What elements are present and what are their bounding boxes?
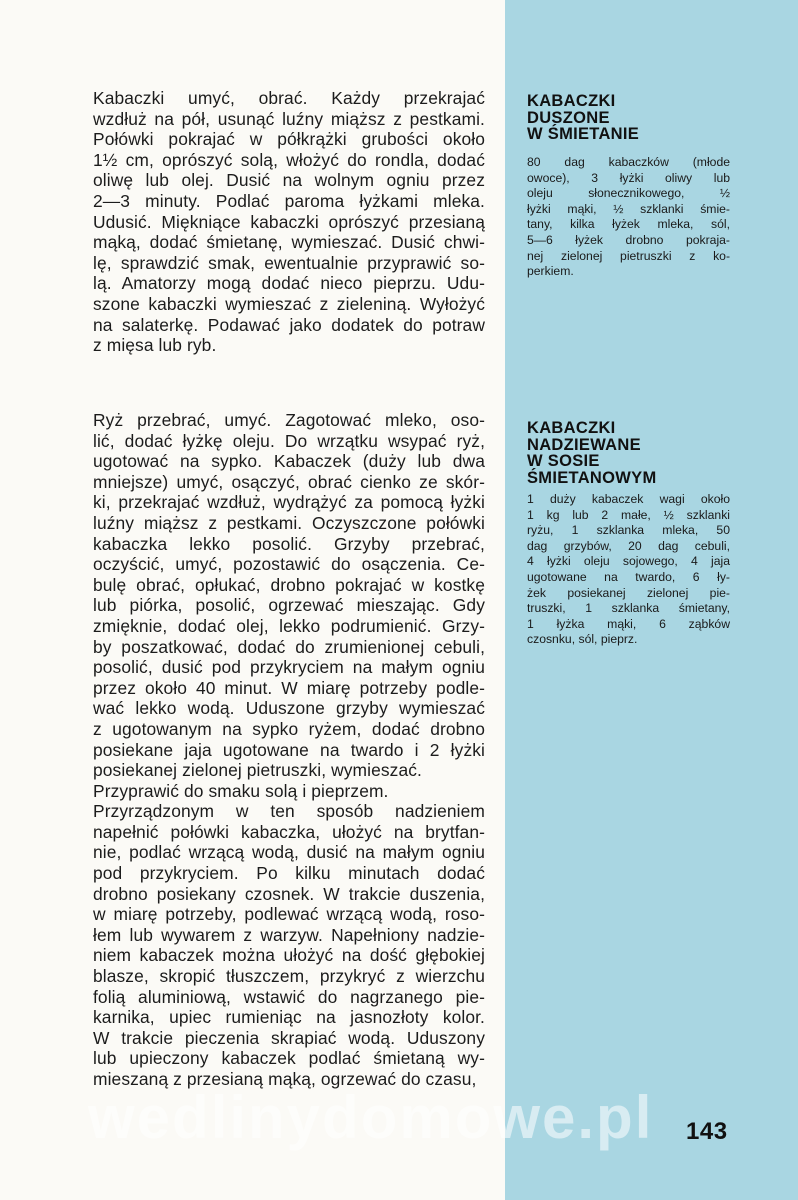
method-line: wać lekko wodą. Uduszone grzyby wymieszać [93,698,485,719]
recipe2-method [93,410,485,1090]
method-line: 2—3 minuty. Podlać paroma łyżkami mleka. [93,190,485,211]
title-line: DUSZONE [527,108,610,127]
recipe2-ingredients [527,492,730,648]
ingredient-line: 1 łyżka mąki, 6 ząbków [527,616,730,631]
method-line: Połówki pokrajać w półkrążki grubości około [93,129,485,150]
ingredient-line: nej zielonej pietruszki z ko- [527,248,730,263]
ingredient-line: perkiem. [527,264,574,279]
ingredient-line: oleju słonecznikowego, ½ [527,186,730,201]
method-line: drobno posiekany czosnek. W trakcie duszenia, [93,883,485,904]
method-line: karnika, upiec rumieniąc na jasnozłoty kolor. [93,1007,485,1028]
method-line: Ryż przebrać, umyć. Zagotować mleko, oso- [93,410,485,430]
method-line: lić, dodać łyżkę oleju. Do wrzątku wsypać ryż, [93,430,485,451]
ingredient-line: 1 duży kabaczek wagi około [527,492,730,506]
ingredient-line: 4 łyżki oleju sojowego, 4 jaja [527,554,730,569]
method-line: posolić, dusić pod przykryciem na małym ogniu [93,657,485,678]
method-line: luźny miąższ z pestkami. Oczyszczone połówki [93,512,485,533]
method-line: mniejsze) umyć, osączyć, obrać cienko ze skór- [93,471,485,492]
method-line: 1½ cm, oprószyć solą, włożyć do rondla, dodać [93,149,485,170]
recipe1-title [527,93,639,143]
method-line: lub piórka, posolić, ogrzewać mieszając. Gdy [93,595,485,616]
method-line: Przyprawić do smaku solą i pieprzem. [93,780,389,801]
method-line: w miarę potrzeby, podlewać wrzącą wodą, roso- [93,904,485,925]
recipe1-ingredients [527,155,730,280]
method-line: mąką, dodać śmietanę, wymieszać. Dusić chwi- [93,232,485,253]
ingredient-line: żek posiekanej zielonej pie- [527,585,730,600]
method-line: lę, sprawdzić smak, ewentualnie przyprawić so- [93,252,485,273]
method-line: napełnić połówki kabaczka, ułożyć na brytfan- [93,821,485,842]
page-number: 143 [686,1118,728,1145]
method-line: lą. Amatorzy mogą dodać nieco pieprzu. Udu- [93,273,485,294]
method-line: przez około 40 minut. W miarę potrzeby podle- [93,677,485,698]
title-line: KABACZKI [527,92,616,110]
title-line: W ŚMIETANIE [527,125,640,143]
ingredient-line: ugotowane na twardo, 6 ły- [527,569,730,584]
method-line: ugotować na sypko. Kabaczek (duży lub dwa [93,451,485,472]
recipe1-method [93,88,485,356]
title-line: NADZIEWANE [527,435,641,454]
method-line: mieszaną z przesianą mąką, ogrzewać do czasu, [93,1069,477,1089]
method-line: blasze, skropić tłuszczem, przykryć z wierzchu [93,966,485,987]
ingredient-line: 80 dag kabaczków (młode [527,155,730,169]
method-line: wzdłuż na pół, usunąć luźny miąższ z pestkami. [93,108,485,129]
method-line: by poszatkować, dodać do zrumienionej cebuli, [93,636,485,657]
ingredient-line: łyżki mąki, ½ szklanki śmie- [527,201,730,216]
ingredient-line: ryżu, 1 szklanka mleka, 50 [527,523,730,538]
method-line: niem kabaczek można ułożyć na dość głębokiej [93,945,485,966]
method-line: lub upieczony kabaczek podlać śmietaną wy- [93,1048,485,1069]
method-line: Kabaczki umyć, obrać. Każdy przekrajać [93,88,485,108]
ingredient-line: 1 kg lub 2 małe, ½ szklanki [527,507,730,522]
title-line: W SOSIE [527,452,600,470]
method-line: oliwę lub olej. Dusić na wolnym ogniu przez [93,170,485,191]
method-line: kabaczka lekko posolić. Grzyby przebrać, [93,533,485,554]
method-line: W trakcie pieczenia skrapiać wodą. Uduszony [93,1027,485,1048]
method-line: posiekanej zielonej pietruszki, wymieszać. [93,760,422,781]
method-line: łem lub wywarem z warzyw. Napełniony nadzie- [93,924,485,945]
ingredient-line: tany, kilka łyżek mleka, sól, [527,217,730,232]
method-line: szone kabaczki wymieszać z zieleniną. Wyłożyć [93,293,485,314]
title-line: ŚMIETANOWYM [527,468,657,487]
method-line: na salaterkę. Podawać jako dodatek do potraw [93,314,485,335]
method-line: oczyścić, umyć, pozostawić do osączenia. Ce- [93,554,485,575]
ingredient-line: truszki, 1 szklanka śmietany, [527,601,730,616]
ingredient-line: czosnku, sól, pieprz. [527,632,638,647]
watermark: wedlinydomowe.pl [88,1084,654,1151]
method-line: posiekane jaja ugotowane na twardo i 2 łyżki [93,739,485,760]
ingredient-line: dag grzybów, 20 dag cebuli, [527,538,730,553]
method-line: zmięknie, dodać olej, lekko podrumienić. Grzy- [93,615,485,636]
method-line: bulę obrać, opłukać, drobno pokrajać w kostkę [93,574,485,595]
method-line: z mięsa lub ryb. [93,335,217,356]
method-line: ki, przekrajać wzdłuż, wydrążyć za pomocą łyżki [93,492,485,513]
recipe2-title [527,420,656,486]
method-line: pod przykryciem. Po kilku minutach dodać [93,863,485,884]
method-line: z ugotowanym na sypko ryżem, dodać drobno [93,718,485,739]
method-line: nie, podlać wrzącą wodą, dusić na małym ogniu [93,842,485,863]
method-line: Przyrządzonym w ten sposób nadzieniem [93,801,485,822]
method-line: Udusić. Miękniące kabaczki oprószyć przesianą [93,211,485,232]
ingredient-line: owoce), 3 łyżki oliwy lub [527,170,730,185]
method-line: folią aluminiową, wstawić do nagrzanego pie- [93,986,485,1007]
ingredient-line: 5—6 łyżek drobno pokraja- [527,232,730,247]
title-line: KABACZKI [527,419,616,437]
